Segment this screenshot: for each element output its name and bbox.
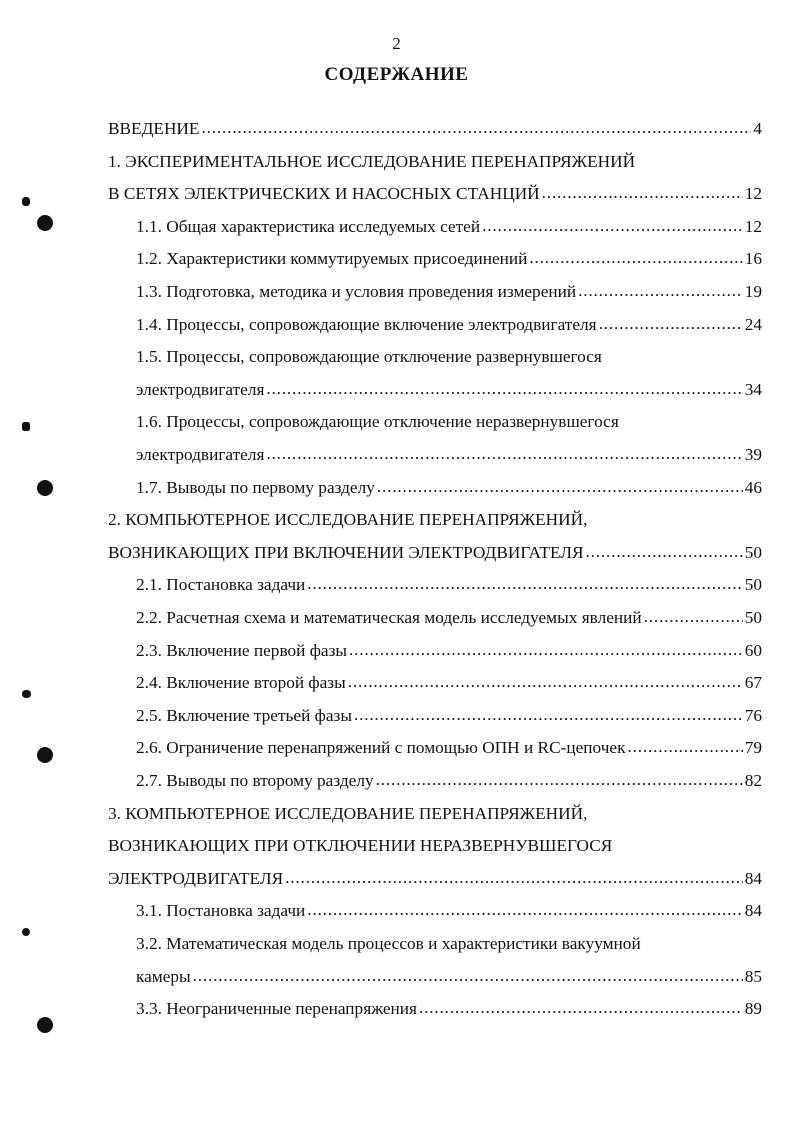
toc-entry bbox=[136, 562, 762, 595]
binding-hole-mark bbox=[37, 1017, 53, 1033]
toc-leader-dots bbox=[529, 249, 742, 269]
toc-entry bbox=[136, 236, 762, 269]
toc-entry-title: 2.4. Включение второй фазы bbox=[136, 673, 346, 693]
toc-leader-dots bbox=[419, 999, 743, 1019]
toc-entry-page: 76 bbox=[744, 705, 762, 725]
toc-leader-dots bbox=[349, 641, 743, 661]
toc-entry bbox=[108, 823, 762, 856]
toc-entry bbox=[136, 399, 762, 432]
toc-entry-page: 16 bbox=[744, 249, 762, 269]
toc-entry-page: 82 bbox=[744, 771, 762, 790]
toc-entry bbox=[136, 660, 762, 693]
toc-entry bbox=[136, 302, 762, 335]
toc-entry-page: 46 bbox=[744, 477, 762, 497]
toc-entry-title: электродвигателя bbox=[136, 379, 265, 399]
toc-entry bbox=[136, 725, 762, 758]
scan-speck-mark bbox=[22, 422, 30, 431]
toc-entry-title: 2.7. Выводы по второму разделу bbox=[136, 771, 374, 790]
toc-entry bbox=[108, 530, 762, 563]
toc-entry bbox=[136, 269, 762, 302]
toc-entry-title: 2.3. Включение первой фазы bbox=[136, 640, 348, 660]
toc-entry-page: 85 bbox=[744, 966, 762, 986]
toc-entry-title: ВВЕДЕНИЕ bbox=[108, 119, 200, 138]
toc-entry bbox=[108, 497, 762, 530]
toc-entry-page: 50 bbox=[744, 575, 762, 595]
toc-leader-dots bbox=[193, 967, 743, 987]
toc-entry-title: 1.5. Процессы, сопровождающие отключение развернувшегося bbox=[136, 347, 602, 367]
toc-entry-title: 3.1. Постановка задачи bbox=[136, 901, 306, 921]
toc-entry-page: 50 bbox=[744, 542, 762, 562]
toc-entry-title: 3.2. Математическая модель процессов и характеристики вакуумной bbox=[136, 934, 641, 953]
toc-entry-page: 67 bbox=[744, 673, 762, 693]
toc-entry-title: 2.2. Расчетная схема и математическая модель исследуемых явлений bbox=[136, 608, 642, 627]
toc-entry-page: 79 bbox=[744, 738, 762, 758]
toc-entry-page: 39 bbox=[744, 445, 762, 464]
toc-entry-title: ВОЗНИКАЮЩИХ ПРИ ВКЛЮЧЕНИИ ЭЛЕКТРОДВИГАТЕЛЯ bbox=[108, 542, 584, 562]
toc-entry bbox=[136, 367, 762, 400]
toc-leader-dots bbox=[627, 738, 742, 758]
toc-entry-title: 1.2. Характеристики коммутируемых присоединений bbox=[136, 249, 528, 269]
toc-leader-dots bbox=[578, 282, 743, 302]
toc-entry-title: В СЕТЯХ ЭЛЕКТРИЧЕСКИХ И НАСОСНЫХ СТАНЦИЙ bbox=[108, 184, 540, 204]
toc-entry bbox=[136, 921, 762, 954]
toc-leader-dots bbox=[285, 869, 743, 889]
toc-leader-dots bbox=[542, 184, 743, 204]
toc-entry-page: 84 bbox=[744, 868, 762, 888]
toc-entry bbox=[136, 334, 762, 367]
toc-entry bbox=[136, 204, 762, 237]
toc-entry-title: 1.1. Общая характеристика исследуемых сетей bbox=[136, 216, 481, 236]
toc-entry-page: 12 bbox=[744, 184, 762, 204]
toc-entry bbox=[136, 693, 762, 726]
toc-entry bbox=[136, 595, 762, 628]
binding-hole-mark bbox=[37, 747, 53, 763]
toc-entry-title: 3.3. Неограниченные перенапряжения bbox=[136, 999, 417, 1019]
toc-entry-title: 1. ЭКСПЕРИМЕНТАЛЬНОЕ ИССЛЕДОВАНИЕ ПЕРЕНАПРЯЖЕНИЙ bbox=[108, 151, 636, 171]
toc-entry bbox=[136, 954, 762, 987]
toc-entry bbox=[136, 758, 762, 791]
toc-entry-page: 34 bbox=[744, 379, 762, 399]
toc-leader-dots bbox=[376, 771, 743, 791]
toc-leader-dots bbox=[307, 575, 742, 595]
toc-entry-page: 84 bbox=[744, 901, 762, 921]
toc-entry-page: 4 bbox=[753, 119, 762, 138]
toc-entry-title: 2. КОМПЬЮТЕРНОЕ ИССЛЕДОВАНИЕ ПЕРЕНАПРЯЖЕНИЙ, bbox=[108, 510, 588, 530]
toc-entry-page: 89 bbox=[744, 999, 762, 1019]
toc-leader-dots bbox=[266, 445, 742, 465]
toc-leader-dots bbox=[266, 380, 742, 400]
page-number: 2 bbox=[392, 34, 401, 53]
toc-entry-title: 2.6. Ограничение перенапряжений с помощью ОПН и RC-цепочек bbox=[136, 738, 626, 758]
toc-entry bbox=[108, 791, 762, 824]
toc-entry bbox=[108, 171, 762, 204]
toc-entry bbox=[136, 888, 762, 921]
scan-speck-mark bbox=[22, 690, 31, 698]
toc-entry-title: 3. КОМПЬЮТЕРНОЕ ИССЛЕДОВАНИЕ ПЕРЕНАПРЯЖЕНИЙ, bbox=[108, 803, 588, 823]
toc-leader-dots bbox=[482, 217, 743, 237]
toc-entry-page: 24 bbox=[744, 314, 762, 334]
toc-entry-title: камеры bbox=[136, 966, 191, 986]
toc-entry-title: 2.1. Постановка задачи bbox=[136, 575, 306, 595]
page-title: СОДЕРЖАНИЕ bbox=[324, 64, 469, 85]
toc-leader-dots bbox=[354, 706, 743, 726]
toc-entry bbox=[108, 106, 762, 139]
toc-entry-page: 50 bbox=[744, 608, 762, 627]
toc-entry bbox=[136, 432, 762, 465]
toc-leader-dots bbox=[644, 608, 743, 628]
scan-speck-mark bbox=[22, 197, 30, 206]
toc-entry-title: электродвигателя bbox=[136, 445, 265, 464]
toc-entry bbox=[136, 986, 762, 1019]
scan-speck-mark bbox=[22, 928, 30, 936]
toc-leader-dots bbox=[599, 315, 743, 335]
toc-entry-title: 1.6. Процессы, сопровождающие отключение неразвернувшегося bbox=[136, 412, 619, 432]
binding-hole-mark bbox=[37, 215, 53, 231]
toc-leader-dots bbox=[307, 901, 742, 921]
toc-entry-page: 60 bbox=[744, 640, 762, 660]
toc-leader-dots bbox=[377, 478, 743, 498]
toc-entry bbox=[108, 139, 762, 172]
toc-entry-title: ВОЗНИКАЮЩИХ ПРИ ОТКЛЮЧЕНИИ НЕРАЗВЕРНУВШЕГОСЯ bbox=[108, 836, 613, 856]
toc-entry bbox=[136, 628, 762, 661]
toc-entry-page: 12 bbox=[744, 216, 762, 236]
toc-entry-title: 2.5. Включение третьей фазы bbox=[136, 705, 352, 725]
toc-entry-title: 1.4. Процессы, сопровождающие включение электродвигателя bbox=[136, 314, 597, 334]
toc-leader-dots bbox=[201, 119, 751, 139]
binding-hole-mark bbox=[37, 480, 53, 496]
toc-entry bbox=[108, 856, 762, 889]
toc-entry-title: 1.3. Подготовка, методика и условия проведения измерений bbox=[136, 282, 577, 301]
toc-entry-page: 19 bbox=[744, 282, 762, 301]
toc-leader-dots bbox=[586, 543, 743, 563]
toc-entry-title: 1.7. Выводы по первому разделу bbox=[136, 477, 375, 497]
toc-entry bbox=[136, 465, 762, 498]
toc-entry-title: ЭЛЕКТРОДВИГАТЕЛЯ bbox=[108, 868, 284, 888]
toc-leader-dots bbox=[348, 673, 743, 693]
